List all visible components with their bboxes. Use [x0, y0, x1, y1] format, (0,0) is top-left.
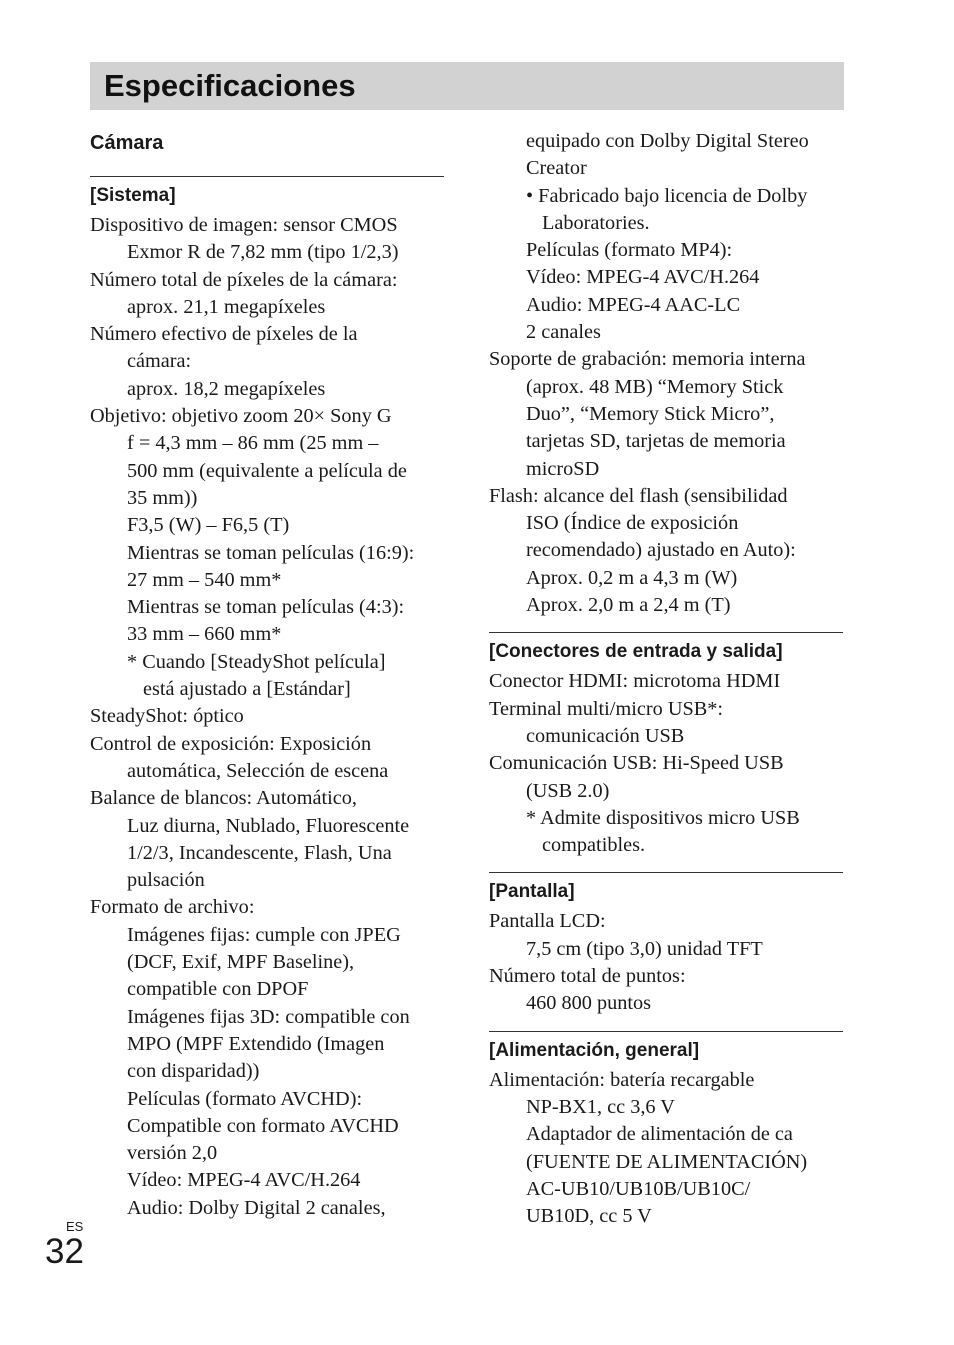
spec-line: comunicación USB [526, 724, 685, 747]
spec-line: Pantalla LCD: [489, 910, 606, 933]
spec-line: Vídeo: MPEG-4 AVC/H.264 [526, 266, 760, 289]
spec-line: (aprox. 48 MB) “Memory Stick [526, 375, 784, 398]
spec-line: Terminal multi/micro USB*: [489, 697, 724, 720]
spec-line: microSD [526, 457, 600, 480]
spec-line: (FUENTE DE ALIMENTACIÓN) [526, 1150, 808, 1173]
spec-line: versión 2,0 [127, 1142, 218, 1165]
spec-line: cámara: [127, 350, 192, 373]
spec-line: Exmor R de 7,82 mm (tipo 1/2,3) [127, 241, 399, 264]
spec-line: f = 4,3 mm – 86 mm (25 mm – [127, 432, 379, 455]
spec-line: (USB 2.0) [526, 779, 610, 802]
conectores-heading: [Conectores de entrada y salida] [489, 632, 843, 665]
spec-line: Aprox. 0,2 m a 4,3 m (W) [526, 566, 738, 589]
left-column [90, 128, 444, 1222]
spec-line: 2 canales [526, 321, 601, 344]
footnote-line: está ajustado a [Estándar] [143, 678, 351, 701]
spec-line: Aprox. 2,0 m a 2,4 m (T) [526, 594, 731, 617]
spec-line: (DCF, Exif, MPF Baseline), [127, 951, 355, 974]
spec-line: 33 mm – 660 mm* [127, 623, 282, 646]
spec-line: Imágenes fijas 3D: compatible con [127, 1005, 410, 1028]
spec-line: Luz diurna, Nublado, Fluorescente [127, 814, 410, 837]
spec-line: Imágenes fijas: cumple con JPEG [127, 923, 401, 946]
spec-line: 27 mm – 540 mm* [127, 568, 282, 591]
bullet-line: Laboratories. [542, 211, 650, 234]
spec-line: Soporte de grabación: memoria interna [489, 348, 806, 371]
spec-line: 500 mm (equivalente a película de [127, 459, 407, 482]
alimentacion-heading: [Alimentación, general] [489, 1031, 843, 1064]
spec-line: Duo”, “Memory Stick Micro”, [526, 402, 775, 425]
spec-line: tarjetas SD, tarjetas de memoria [526, 430, 786, 453]
spec-line: Número efectivo de píxeles de la [90, 323, 358, 346]
title-bar [90, 62, 844, 110]
spec-line: Creator [526, 157, 587, 180]
spec-line: Conector HDMI: microtoma HDMI [489, 670, 781, 693]
spec-line: Número total de puntos: [489, 965, 686, 988]
spec-line: Alimentación: batería recargable [489, 1068, 755, 1091]
spec-line: pulsación [127, 869, 205, 892]
spec-line: aprox. 21,1 megapíxeles [127, 295, 326, 318]
spec-line: ISO (Índice de exposición [526, 512, 739, 535]
spec-line: UB10D, cc 5 V [526, 1205, 652, 1228]
spec-line: recomendado) ajustado en Auto): [526, 539, 796, 562]
spec-line: Número total de píxeles de la cámara: [90, 268, 398, 291]
spec-line: SteadyShot: óptico [90, 705, 244, 728]
page-title: Especificaciones [104, 68, 356, 103]
spec-line: Dispositivo de imagen: sensor CMOS [90, 214, 398, 236]
sistema-heading: [Sistema] [90, 176, 444, 209]
spec-line: 1/2/3, Incandescente, Flash, Una [127, 841, 392, 864]
spec-line: Control de exposición: Exposición [90, 732, 372, 755]
language-label: ES [66, 1219, 84, 1234]
spec-line: compatible con DPOF [127, 978, 309, 1001]
spec-line: F3,5 (W) – F6,5 (T) [127, 514, 290, 537]
spec-line: Formato de archivo: [90, 896, 255, 919]
spec-line: Balance de blancos: Automático, [90, 787, 357, 810]
spec-line: Mientras se toman películas (16:9): [127, 541, 415, 564]
spec-line: Audio: MPEG-4 AAC-LC [526, 293, 741, 316]
spec-line: Objetivo: objetivo zoom 20× Sony G [90, 405, 392, 428]
spec-line: Vídeo: MPEG-4 AVC/H.264 [127, 1169, 361, 1192]
page-number: 32 [45, 1232, 84, 1271]
spec-line: equipado con Dolby Digital Stereo [526, 130, 809, 152]
spec-line: AC-UB10/UB10B/UB10C/ [526, 1177, 751, 1200]
spec-line: NP-BX1, cc 3,6 V [526, 1095, 675, 1118]
spec-line: Mientras se toman películas (4:3): [127, 596, 405, 619]
right-column [489, 128, 843, 1230]
spec-line: 460 800 puntos [526, 992, 652, 1015]
spec-line: MPO (MPF Extendido (Imagen [127, 1032, 385, 1055]
spec-line: automática, Selección de escena [127, 759, 389, 782]
spec-line: 35 mm)) [127, 486, 198, 509]
footnote-line: compatibles. [542, 834, 646, 857]
spec-line: Comunicación USB: Hi-Speed USB [489, 752, 784, 775]
spec-line: 7,5 cm (tipo 3,0) unidad TFT [526, 937, 763, 960]
camera-heading: Cámara [90, 132, 164, 154]
pantalla-heading: [Pantalla] [489, 872, 843, 905]
spec-line: Adaptador de alimentación de ca [526, 1123, 793, 1146]
spec-line: Películas (formato AVCHD): [127, 1087, 363, 1110]
spec-line: Flash: alcance del flash (sensibilidad [489, 484, 788, 507]
footnote-line: * Cuando [SteadyShot película] [127, 650, 386, 673]
footnote-line: * Admite dispositivos micro USB [526, 806, 800, 829]
spec-line: Películas (formato MP4): [526, 239, 733, 262]
spec-line: aprox. 18,2 megapíxeles [127, 377, 326, 400]
spec-line: Audio: Dolby Digital 2 canales, [127, 1196, 386, 1219]
spec-line: Compatible con formato AVCHD [127, 1114, 399, 1137]
bullet-line: • Fabricado bajo licencia de Dolby [526, 184, 808, 207]
spec-line: con disparidad)) [127, 1060, 260, 1083]
